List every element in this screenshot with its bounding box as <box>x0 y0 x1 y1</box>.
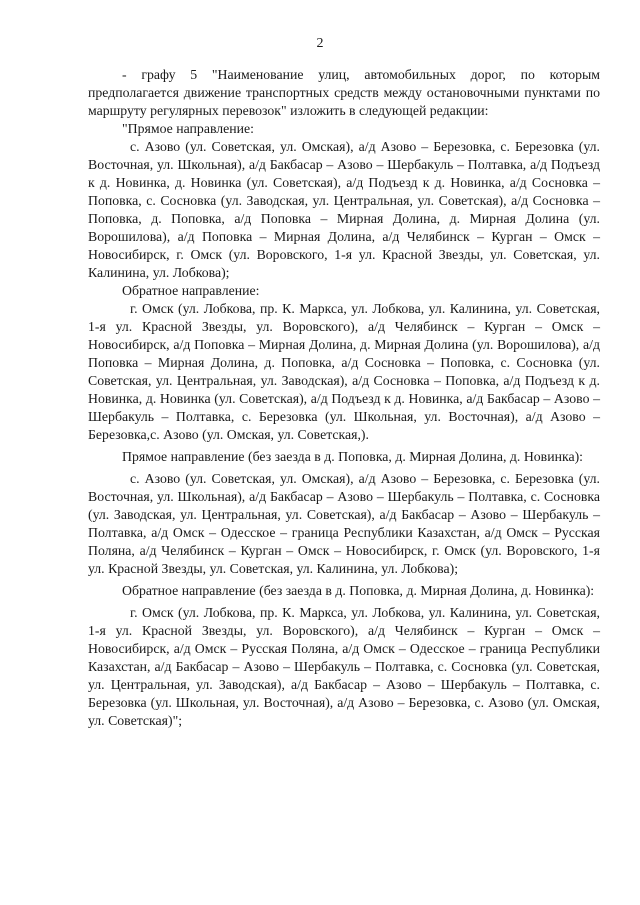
document-body <box>88 66 600 730</box>
section-heading-forward: "Прямое направление: <box>122 121 255 136</box>
route-reverse-express-paragraph: г. Омск (ул. Лобкова, пр. К. Маркса, ул. Лобкова, ул. Калинина, ул. Советская, 1-я ул. Красной Звезды, ул. Воровского), а/д Челябинск – Курган – Омск – Новосибирск, а/д Омск – Русская Поляна, а/д Омск – Одесское – граница Республики Казахстан, а/д Бакбасар – Азово – Шербакуль – Полтавка, с. Сосновка (ул. Советская, ул. Центральная, ул. Заводская), а/д Бакбасар – Азово – Шербакуль – Полтавка, с. Березовка (ул. Школьная, ул. Восточная), а/д Азово – Березовка, с. Азово (ул. Омская, ул. Советская)"; <box>88 605 600 728</box>
route-reverse-paragraph: г. Омск (ул. Лобкова, пр. К. Маркса, ул. Лобкова, ул. Калинина, ул. Советская, 1-я ул. Красной Звезды, ул. Воровского), а/д Челябинск – Курган – Омск – Новосибирск, а/д Поповка – Мирная Долина, д. Мирная Долина (ул. Ворошилова), а/д Поповка – Мирная Долина, д. Поповка, а/д Сосновка – Поповка, с. Сосновка (ул. Советская, ул. Центральная, ул. Заводская), а/д Сосновка – Поповка, а/д Подъезд к д. Новинка, д. Новинка (ул. Советская), а/д Подъезд к д. Новинка, а/д Бакбасар – Азово – Шербакуль – Полтавка, с. Березовка (ул. Школьная, ул. Восточная), а/д Азово – Березовка,с. Азово (ул. Омская, ул. Советская,). <box>88 301 600 442</box>
route-forward-paragraph: с. Азово (ул. Советская, ул. Омская), а/д Азово – Березовка, с. Березовка (ул. Восточная, ул. Школьная), а/д Бакбасар – Азово – Шербакуль – Полтавка, а/д Подъезд к д. Новинка, д. Новинка (ул. Советская), а/д Подъезд к д. Новинка, а/д Сосновка – Поповка, с. Сосновка (ул. Заводская, ул. Центральная, ул. Советская), а/д Сосновка – Поповка, д. Поповка, а/д Поповка – Мирная Долина, д. Мирная Долина (ул. Ворошилова), а/д Поповка – Мирная Долина, а/д Челябинск – Курган – Омск – Новосибирск, г. Омск (ул. Воровского, 1-я ул. Красной Звезды, ул. Советская, ул. Калинина, ул. Лобкова); <box>88 139 600 280</box>
section-heading-reverse: Обратное направление: <box>122 283 260 298</box>
section-heading-forward-express: Прямое направление (без заезда в д. Поповка, д. Мирная Долина, д. Новинка): <box>122 449 584 464</box>
page-number: 2 <box>316 36 324 51</box>
intro-paragraph: - графу 5 "Наименование улиц, автомобильных дорог, по которым предполагается движение транспортных средств между остановочными пунктами по маршруту регулярных перевозок" изложить в следующей редакции: <box>88 67 600 118</box>
route-forward-express-paragraph: с. Азово (ул. Советская, ул. Омская), а/д Азово – Березовка, с. Березовка (ул. Восточная, ул. Школьная), а/д Бакбасар – Азово – Шербакуль – Полтавка, с. Сосновка (ул. Заводская, ул. Центральная, ул. Советская), а/д Бакбасар – Азово – Шербакуль – Полтавка, а/д Омск – Одесское – граница Республики Казахстан, а/д Омск – Русская Поляна, а/д Челябинск – Курган – Омск – Новосибирск, г. Омск (ул. Воровского, 1-я ул. Красной Звезды, ул. Советская, ул. Калинина, ул. Лобкова); <box>88 471 600 576</box>
section-heading-reverse-express: Обратное направление (без заезда в д. Поповка, д. Мирная Долина, д. Новинка): <box>122 583 595 598</box>
